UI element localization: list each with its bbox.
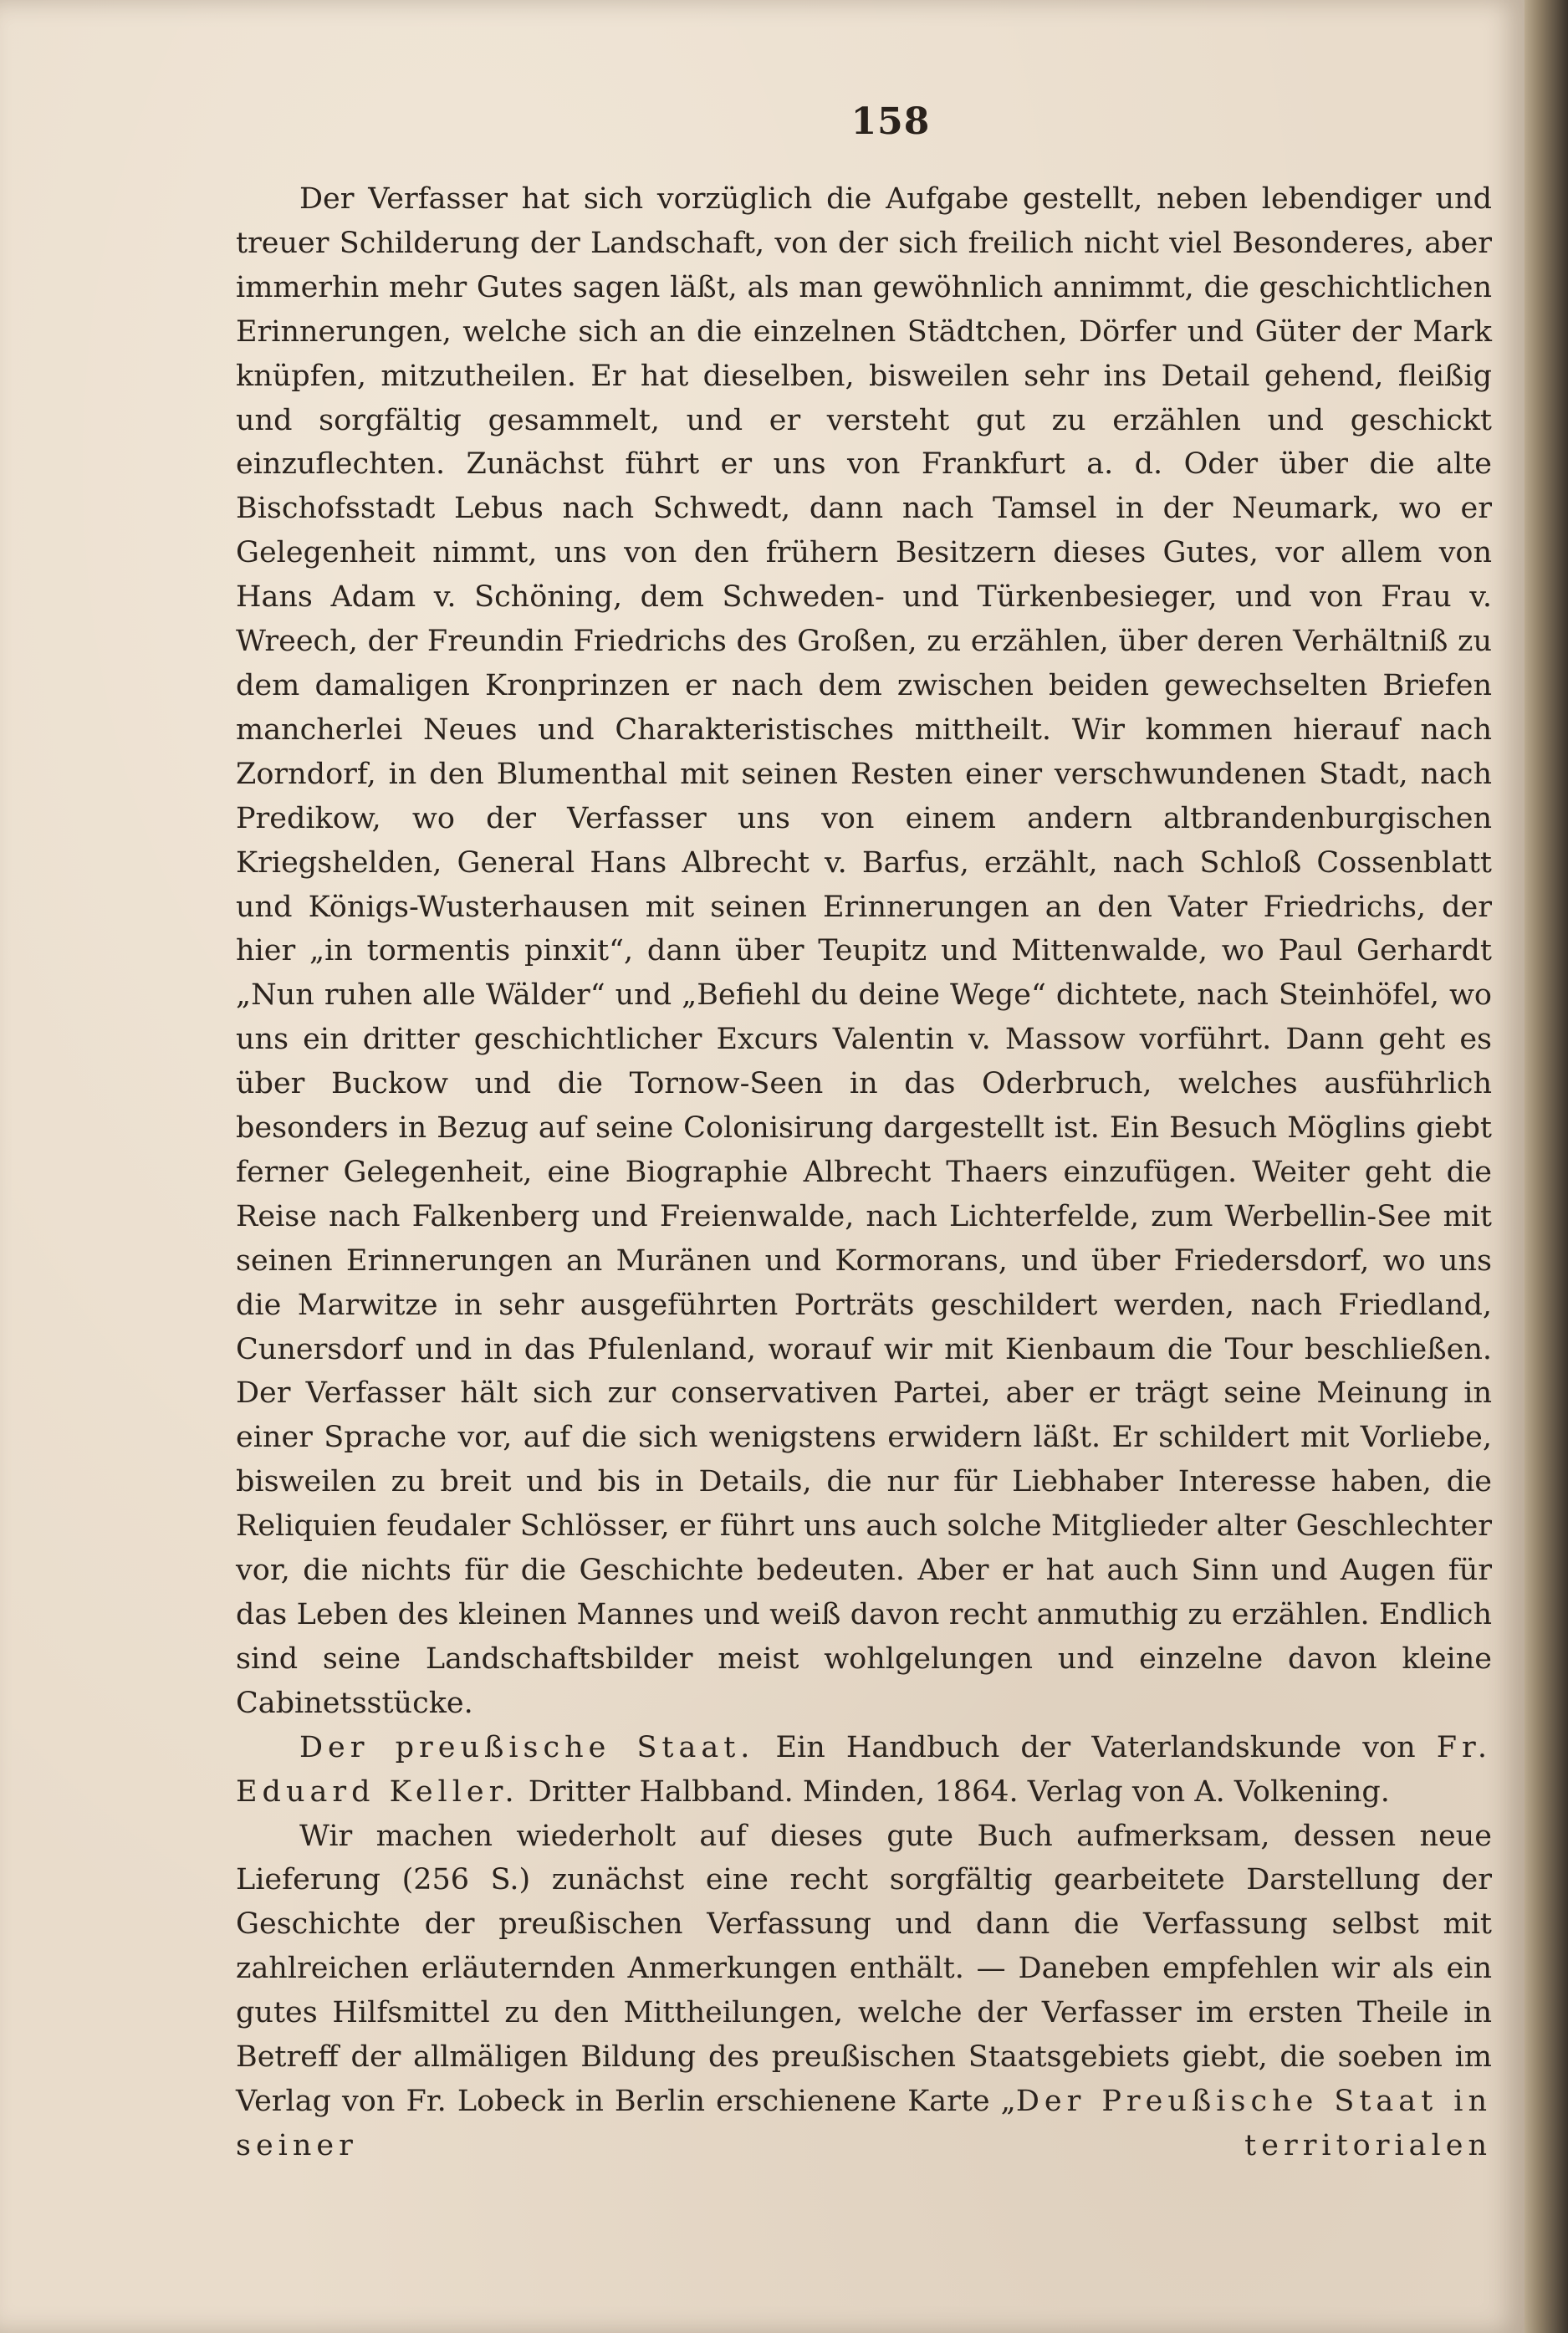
book-title: Der preußische Staat. bbox=[299, 1730, 755, 1764]
page-edge bbox=[1525, 0, 1568, 2333]
review-text: Der Verfasser hat sich vorzüglich die Aufgabe gestellt, neben lebendiger und treuer Schilderung der Landschaft, von der sich freilich nicht viel Besonderes, aber immerhin mehr Gutes sagen läßt, als man gewöhnlich annimmt, die geschichtlichen Erinnerungen, welche sich an die einzelnen Städtchen, Dörfer und Güter der Mark knüpfen, mitzutheilen. Er hat dieselben, bisweilen sehr ins Detail gehend, fleißig und sorgfältig gesammelt, und er versteht gut zu erzählen und geschickt einzuflechten. Zunächst führt er uns von Frankfurt a. d. Oder über die alte Bischofsstadt Lebus nach Schwedt, dann nach Tamsel in der Neumark, wo er Gelegenheit nimmt, uns von den frühern Besitzern dieses Gutes, vor allem von Hans Adam v. Schöning, dem Schweden- und Türkenbesieger, und von Frau v. Wreech, der Freundin Friedrichs des Großen, zu erzählen, über deren Verhältniß zu dem damaligen Kronprinzen er nach dem zwischen beiden gewechselten Briefen mancherlei Neues und Charakteristisches mittheilt. Wir kommen hierauf nach Zorndorf, in den Blumenthal mit seinen Resten einer verschwundenen Stadt, nach Predikow, wo der Verfasser uns von einem andern altbrandenburgischen Kriegshelden, General Hans Albrecht v. Barfus, erzählt, nach Schloß Cossenblatt und Königs-Wusterhausen mit seinen Erinnerungen an den Vater Friedrichs, der hier „in tormentis pinxit“, dann über Teupitz und Mittenwalde, wo Paul Gerhardt „Nun ruhen alle Wälder“ und „Befiehl du deine Wege“ dichtete, nach Steinhöfel, wo uns ein dritter geschichtlicher Excurs Valentin v. Massow vorführt. Dann geht es über Buckow und die Tornow-Seen in das Oderbruch, welches ausführlich besonders in Bezug auf seine Colonisirung dargestellt ist. Ein Besuch Möglins giebt ferner Gelegenheit, eine Biographie Albrecht Thaers einzufügen. Weiter geht die Reise nach Falkenberg und Freienwalde, nach Lichterfelde, zum Werbellin-See mit seinen Erinnerungen an Muränen und Kormorans, und über Friedersdorf, wo uns die Marwitze in sehr ausgeführten Porträts geschildert werden, nach Friedland, Cunersdorf und in das Pfulenland, worauf wir mit Kienbaum die Tour beschließen. Der Verfasser hält sich zur conservativen Partei, aber er trägt seine Meinung in einer Sprache vor, auf die sich wenigstens erwidern läßt. Er schildert mit Vorliebe, bisweilen zu breit und bis in Details, die nur für Liebhaber Interesse haben, die Reliquien feudaler Schlösser, er führt uns auch solche Mitglieder alter Geschlechter vor, die nichts für die Geschichte bedeuten. Aber er hat auch Sinn und Augen für das Leben des kleinen Mannes und weiß davon recht anmuthig zu erzählen. Endlich sind seine Landschaftsbilder meist wohlgelungen und einzelne davon kleine Cabinetsstücke. bbox=[236, 182, 1492, 1720]
notice-paragraph bbox=[236, 1815, 1492, 2168]
book-subtitle: Ein Handbuch der Vaterlandskunde von bbox=[754, 1730, 1437, 1764]
map-title: Der Preußische Staat in seiner territorialen bbox=[236, 2084, 1492, 2162]
page-number: 158 bbox=[850, 100, 931, 143]
book-author: Fr. Eduard Keller. bbox=[236, 1730, 1492, 1809]
book-entry-paragraph bbox=[236, 1726, 1492, 1815]
review-paragraph bbox=[236, 177, 1492, 1726]
page-body bbox=[236, 177, 1492, 2168]
book-publication: Dritter Halbband. Minden, 1864. Verlag von A. Volkening. bbox=[518, 1774, 1390, 1809]
notice-text: Wir machen wiederholt auf dieses gute Buch aufmerksam, dessen neue Lieferung (256 S.) zunächst eine recht sorgfältig gearbeitete Darstellung der Geschichte der preußischen Verfassung und dann die Verfassung selbst mit zahlreichen erläuternden Anmerkungen enthält. — Daneben empfehlen wir als ein gutes Hilfsmittel zu den Mittheilungen, welche der Verfasser im ersten Theile in Betreff der allmäligen Bildung des preußischen Staatsgebiets giebt, die soeben im Verlag von Fr. Lobeck in Berlin erschienene Karte „ bbox=[236, 1819, 1492, 2118]
